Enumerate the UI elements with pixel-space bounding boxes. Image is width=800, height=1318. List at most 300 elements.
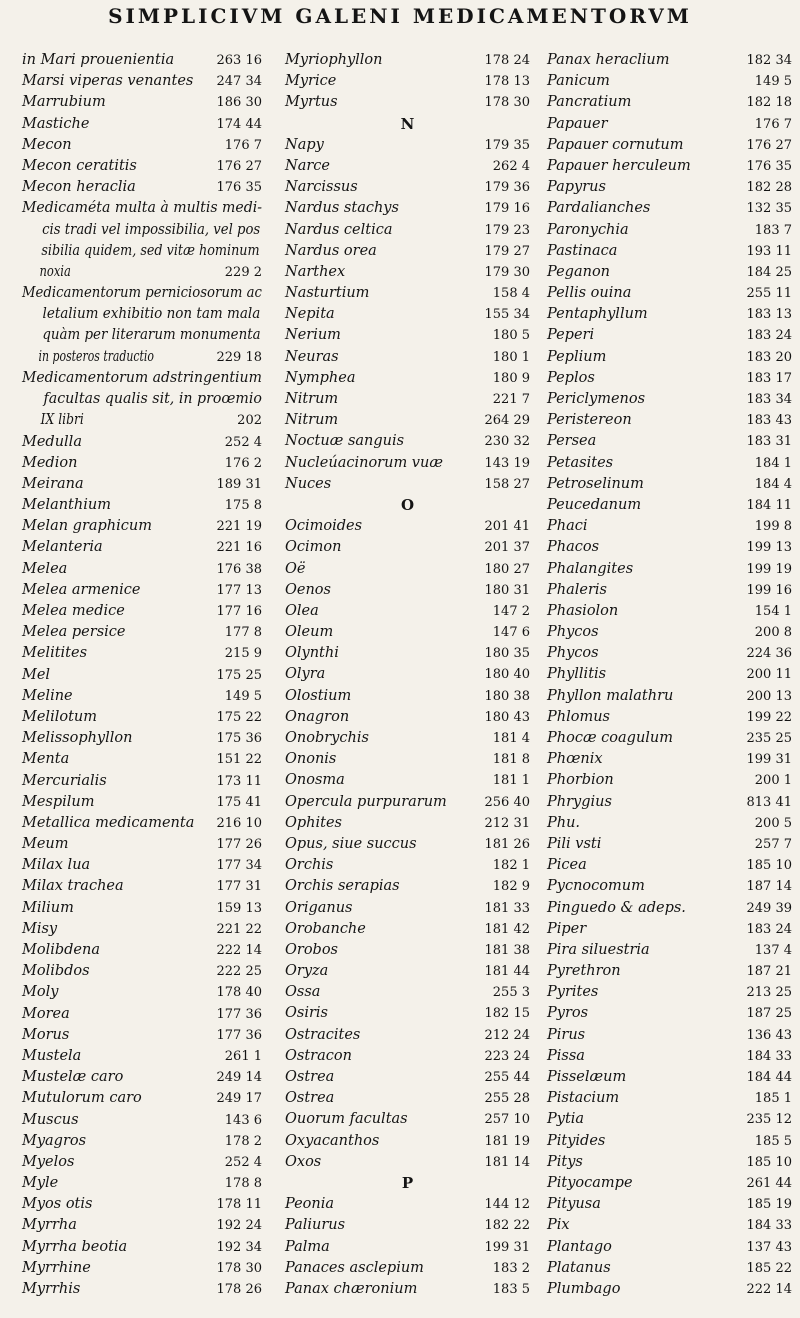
index-entry [547, 114, 792, 135]
entry-term: Phlomus [547, 708, 610, 725]
entry-term: Pyrethron [547, 963, 621, 980]
entry-page-ref: 132 35 [746, 201, 792, 217]
entry-term: Pastinaca [547, 242, 618, 259]
entry-term: Mercurialis [22, 772, 107, 789]
index-entry [22, 432, 262, 453]
entry-term: Panaces asclepium [285, 1259, 424, 1276]
entry-term: Pistacium [547, 1090, 620, 1107]
index-entry [22, 707, 262, 728]
index-entry [285, 707, 530, 728]
entry-term: Menta [22, 751, 70, 768]
entry-page-ref: 147 6 [492, 625, 530, 641]
index-entry [547, 1173, 792, 1194]
index-entry [22, 876, 262, 897]
index-entry [22, 92, 262, 113]
entry-page-ref: 176 35 [216, 180, 262, 196]
index-entry [285, 1067, 530, 1088]
index-entry [547, 1109, 792, 1130]
entry-term: Oleum [285, 624, 334, 641]
entry-page-ref: 180 9 [492, 370, 530, 386]
entry-term: Phyllon malathru [547, 687, 674, 704]
index-entry [285, 1046, 530, 1067]
index-entry [285, 1131, 530, 1152]
entry-page-ref: 181 4 [492, 731, 530, 746]
index-column-3 [547, 50, 792, 1300]
entry-term: Metallica medicamenta [22, 814, 195, 831]
entry-term: Morea [22, 1005, 70, 1022]
entry-page-ref: 180 43 [484, 709, 530, 725]
entry-term: Nepita [285, 306, 335, 323]
entry-page-ref: 176 7 [224, 137, 262, 153]
index-entry [22, 283, 262, 368]
entry-term: Nymphea [285, 369, 356, 386]
entry-page-ref: 252 4 [224, 434, 262, 450]
entry-term: Palma [285, 1238, 330, 1255]
entry-page-ref: 215 9 [224, 646, 262, 662]
section-letter: O [400, 495, 415, 514]
entry-term: Olostium [285, 687, 352, 704]
entry-page-ref: 255 3 [492, 985, 530, 1001]
index-entry [22, 177, 262, 198]
entry-term: Muscus [22, 1111, 79, 1128]
index-entry [22, 749, 262, 770]
entry-page-ref: 136 43 [746, 1027, 792, 1043]
entry-term: Paronychia [547, 221, 629, 238]
index-entry [22, 1067, 262, 1088]
entry-term: Myrice [285, 73, 337, 90]
entry-term: Phu. [547, 814, 581, 831]
index-entry [547, 1237, 792, 1258]
index-entry [285, 198, 530, 219]
index-entry [285, 876, 530, 897]
entry-page-ref: 229 18 [216, 349, 262, 365]
entry-page-ref: 200 5 [754, 815, 792, 831]
entry-page-ref: 183 2 [492, 1260, 530, 1276]
entry-page-ref: 186 30 [216, 95, 262, 111]
entry-term-line: cis tradi vel impossibilia, vel pos [42, 221, 261, 238]
entry-term: Milium [22, 899, 74, 916]
entry-term: Opercula purpurarum [285, 793, 447, 810]
entry-page-ref: 199 22 [746, 709, 792, 725]
entry-term: Papauer [547, 115, 608, 132]
entry-term: Nerium [285, 327, 341, 344]
entry-term: Melea persice [22, 624, 126, 641]
entry-term: Myrrhine [22, 1259, 91, 1276]
entry-term: Orchis serapias [285, 878, 400, 895]
index-entry [547, 410, 792, 431]
entry-page-ref: 199 13 [746, 540, 792, 556]
entry-term: Pisselæum [547, 1069, 627, 1085]
index-entry [547, 1067, 792, 1088]
entry-term: Pellis ouina [547, 285, 632, 302]
entry-page-ref: 176 38 [216, 561, 262, 577]
index-entry [547, 982, 792, 1003]
entry-term: Myos otis [22, 1196, 93, 1213]
entry-page-ref: 177 16 [216, 604, 262, 619]
index-entry [285, 389, 530, 410]
entry-page-ref: 176 27 [746, 137, 792, 153]
entry-page-ref: 177 36 [216, 1027, 262, 1043]
index-entry [22, 495, 262, 516]
entry-page-ref: 185 1 [754, 1091, 792, 1107]
entry-page-ref: 181 26 [484, 836, 530, 852]
index-entry [547, 919, 792, 940]
index-entry [547, 792, 792, 813]
index-entry [22, 813, 262, 834]
index-entry [547, 876, 792, 897]
entry-page-ref: 247 34 [216, 74, 262, 90]
entry-term [22, 368, 262, 432]
index-entry [22, 474, 262, 495]
entry-page-ref: 176 27 [216, 158, 262, 174]
entry-page-ref: 187 25 [746, 1006, 792, 1022]
entry-term: Nasturtium [285, 285, 370, 302]
entry-page-ref: 177 13 [216, 582, 262, 598]
entry-page-ref: 256 40 [484, 794, 530, 810]
entry-term: Napy [285, 136, 324, 153]
entry-term: Melitites [22, 645, 88, 662]
entry-term: Pitys [547, 1153, 583, 1170]
index-entry [285, 855, 530, 876]
entry-page-ref: 147 2 [492, 603, 530, 619]
index-entry [547, 92, 792, 113]
index-entry [547, 431, 792, 452]
index-entry [547, 1215, 792, 1236]
entry-term: Pancratium [547, 94, 632, 111]
index-entry [22, 114, 262, 135]
index-entry [285, 919, 530, 940]
index-entry [22, 50, 262, 71]
index-entry [285, 580, 530, 601]
index-entry [285, 262, 530, 283]
entry-term: Phaci [547, 518, 588, 535]
entry-term: Pira siluestria [547, 941, 650, 958]
index-entry [547, 1046, 792, 1067]
entry-term: Phacos [547, 539, 600, 556]
entry-page-ref: 221 19 [216, 519, 262, 535]
entry-page-ref: 181 8 [492, 752, 530, 768]
entry-term: Medion [22, 454, 78, 471]
entry-term: Meum [22, 836, 69, 853]
entry-term: in Mari prouenientia [22, 52, 175, 68]
entry-page-ref: 158 27 [484, 476, 530, 492]
index-entry [285, 50, 530, 71]
entry-page-ref: 174 44 [216, 116, 262, 132]
entry-page-ref: 182 9 [492, 879, 530, 895]
index-entry [22, 1152, 262, 1173]
index-entry [547, 71, 792, 92]
entry-term: Moly [22, 984, 59, 1001]
index-entry [285, 643, 530, 664]
index-entry [22, 580, 262, 601]
entry-page-ref: 813 41 [746, 794, 792, 810]
index-entry [547, 220, 792, 241]
entry-page-ref: 212 24 [484, 1027, 530, 1043]
entry-page-ref: 181 42 [484, 921, 530, 937]
entry-term: Ocimoides [285, 518, 363, 535]
entry-page-ref: 183 5 [492, 1281, 530, 1297]
index-entry [285, 1194, 530, 1215]
index-entry [547, 1131, 792, 1152]
index-entry [285, 1258, 530, 1279]
entry-term: Myelos [22, 1153, 75, 1170]
entry-page-ref: 183 31 [746, 434, 792, 450]
entry-page-ref: 143 6 [224, 1112, 262, 1128]
entry-page-ref: 184 25 [746, 264, 792, 280]
index-entry [22, 982, 262, 1003]
entry-page-ref: 178 13 [484, 74, 530, 90]
entry-page-ref: 199 31 [746, 752, 792, 768]
entry-term: Oenos [285, 581, 331, 598]
entry-page-ref: 149 5 [754, 74, 792, 90]
entry-term: Peplium [547, 348, 607, 365]
index-entry [22, 686, 262, 707]
entry-term-line: letalium exhibitio non tam mala [42, 306, 261, 323]
entry-term: Ostrea [285, 1069, 335, 1085]
entry-term: Pissa [547, 1047, 585, 1064]
entry-term: Phocæ coagulum [547, 730, 674, 746]
index-entry [22, 198, 262, 283]
entry-page-ref: 179 36 [484, 180, 530, 196]
entry-page-ref: 182 15 [484, 1006, 530, 1022]
entry-page-ref: 176 2 [224, 455, 262, 471]
entry-term: Milax trachea [22, 878, 124, 895]
entry-page-ref: 261 44 [746, 1175, 792, 1191]
index-entry [285, 304, 530, 325]
entry-page-ref: 200 8 [754, 625, 792, 641]
entry-term: Phycos [547, 624, 599, 641]
index-entry [285, 1279, 530, 1300]
entry-term: Phalangites [547, 560, 634, 577]
index-entry [547, 389, 792, 410]
index-entry [22, 537, 262, 558]
entry-page-ref: 184 44 [746, 1070, 792, 1085]
entry-term: Milax lua [22, 857, 91, 874]
entry-page-ref: 202 [237, 413, 262, 429]
index-entry [285, 537, 530, 558]
entry-term: Marrubium [22, 94, 106, 111]
entry-term: Peucedanum [547, 496, 642, 513]
index-entry [547, 325, 792, 346]
entry-term: Onobrychis [285, 730, 369, 746]
index-entry [22, 961, 262, 982]
entry-page-ref: 177 8 [224, 625, 262, 641]
index-entry [22, 728, 262, 749]
entry-page-ref: 200 11 [746, 667, 792, 683]
index-entry [547, 283, 792, 304]
entry-term: Peganon [547, 263, 611, 280]
index-entry [285, 1088, 530, 1109]
entry-term: Nitrum [285, 412, 339, 429]
index-entry [547, 707, 792, 728]
index-entry [285, 622, 530, 643]
entry-page-ref: 229 2 [224, 264, 262, 280]
entry-page-ref: 182 22 [484, 1218, 530, 1234]
index-entry [547, 198, 792, 219]
index-entry [547, 940, 792, 961]
entry-term: Myrrhis [22, 1281, 81, 1297]
entry-term: Misy [22, 920, 58, 937]
entry-term: Melan graphicum [22, 518, 152, 535]
index-entry [547, 1025, 792, 1046]
index-entry [285, 516, 530, 537]
index-entry [285, 1025, 530, 1046]
entry-page-ref: 262 4 [492, 158, 530, 174]
entry-term: Molibdena [22, 942, 100, 958]
index-entry [547, 728, 792, 749]
entry-term: Pix [547, 1217, 570, 1234]
index-entry [547, 537, 792, 558]
section-letter: P [401, 1173, 414, 1192]
entry-term: Molibdos [22, 963, 90, 980]
entry-term: Mecon ceratitis [22, 157, 137, 174]
entry-term: Neuras [285, 348, 339, 365]
entry-page-ref: 178 40 [216, 985, 262, 1001]
entry-page-ref: 255 28 [484, 1091, 530, 1107]
index-entry [22, 1046, 262, 1067]
entry-term: Ostracon [285, 1047, 352, 1064]
entry-page-ref: 192 34 [216, 1239, 262, 1255]
entry-term: Onagron [285, 708, 350, 725]
index-entry [285, 770, 530, 791]
entry-page-ref: 175 8 [224, 498, 262, 514]
entry-page-ref: 183 7 [754, 222, 792, 238]
index-entry [285, 940, 530, 961]
entry-page-ref: 159 13 [216, 900, 262, 916]
entry-page-ref: 185 19 [746, 1197, 792, 1213]
entry-term: Periclymenos [547, 391, 646, 407]
entry-term: Panicum [547, 73, 610, 90]
entry-term-line: noxia [39, 263, 71, 280]
index-entry [547, 304, 792, 325]
entry-term: Pili vsti [547, 835, 602, 852]
entry-term: Myrrha beotia [22, 1238, 128, 1255]
entry-page-ref: 185 22 [746, 1260, 792, 1276]
entry-page-ref: 187 14 [746, 879, 792, 895]
index-entry [285, 410, 530, 431]
entry-term: Mutulorum caro [22, 1090, 142, 1107]
entry-term: Meirana [22, 475, 84, 492]
entry-page-ref: 178 2 [224, 1133, 262, 1149]
index-entry [547, 50, 792, 71]
entry-page-ref: 182 1 [492, 858, 530, 874]
entry-page-ref: 201 41 [484, 519, 530, 535]
index-entry [22, 1194, 262, 1215]
entry-page-ref: 180 27 [484, 561, 530, 577]
entry-page-ref: 221 22 [216, 921, 262, 937]
index-entry [22, 559, 262, 580]
index-entry [547, 516, 792, 537]
index-entry [285, 71, 530, 92]
entry-page-ref: 255 11 [746, 286, 792, 302]
entry-term: Panax chæronium [285, 1280, 418, 1297]
index-entry [22, 453, 262, 474]
entry-term: Marsi viperas venantes [22, 73, 194, 90]
entry-term: Melea medice [22, 603, 125, 619]
entry-term: Myrtus [285, 94, 338, 111]
entry-term: Meline [22, 687, 73, 704]
entry-term: Panax heraclium [547, 52, 670, 68]
entry-page-ref: 175 22 [216, 709, 262, 725]
entry-term: Pirus [547, 1026, 586, 1043]
entry-page-ref: 183 24 [746, 921, 792, 937]
entry-term: Petroselinum [547, 475, 644, 492]
index-entry [22, 940, 262, 961]
index-entry [22, 771, 262, 792]
entry-page-ref: 179 27 [484, 243, 530, 259]
index-entry [547, 898, 792, 919]
index-entry [547, 347, 792, 368]
entry-term: Paliurus [285, 1217, 346, 1234]
entry-page-ref: 249 39 [746, 900, 792, 916]
entry-page-ref: 216 10 [216, 815, 262, 831]
entry-term: Olynthi [285, 645, 339, 662]
entry-page-ref: 179 16 [484, 201, 530, 217]
entry-term: Narce [285, 157, 330, 174]
entry-page-ref: 184 1 [754, 455, 792, 471]
entry-term: Myagros [22, 1132, 87, 1149]
entry-term: Pycnocomum [547, 878, 645, 895]
entry-term: Melilotum [22, 708, 97, 725]
entry-page-ref: 151 22 [216, 752, 262, 768]
entry-term: Persea [547, 433, 597, 450]
entry-page-ref: 177 36 [216, 1006, 262, 1022]
entry-term: Melanthium [22, 497, 111, 514]
entry-term: Papauer cornutum [547, 136, 684, 153]
index-entry [22, 516, 262, 537]
entry-page-ref: 257 7 [754, 836, 792, 852]
entry-term-line: quàm per literarum monumenta [42, 327, 261, 344]
entry-page-ref: 149 5 [224, 688, 262, 704]
entry-page-ref: 213 25 [746, 985, 792, 1001]
entry-term: Pinguedo & adeps. [547, 899, 686, 916]
entry-term: Ononis [285, 751, 337, 768]
index-entry [285, 982, 530, 1003]
index-entry [22, 1173, 262, 1194]
index-entry [547, 622, 792, 643]
index-entry [22, 1004, 262, 1025]
entry-term-line: facultas qualis sit, in proœmio [43, 391, 262, 408]
entry-page-ref: 223 24 [484, 1048, 530, 1064]
index-entry [547, 855, 792, 876]
index-entry [285, 347, 530, 368]
index-entry [285, 220, 530, 241]
entry-page-ref: 183 34 [746, 392, 792, 407]
index-column-1 [22, 50, 262, 1300]
entry-page-ref: 263 16 [216, 53, 262, 68]
entry-term: Onosma [285, 772, 345, 789]
entry-term: Pytia [547, 1111, 585, 1128]
entry-term: Nardus orea [285, 242, 377, 259]
index-entry [547, 601, 792, 622]
index-entry [22, 1088, 262, 1109]
entry-term: Mespilum [22, 793, 95, 810]
entry-page-ref: 175 41 [216, 794, 262, 810]
entry-page-ref: 221 7 [492, 392, 530, 407]
entry-page-ref: 180 31 [484, 582, 530, 598]
entry-term: Pardalianches [547, 200, 651, 217]
entry-term: Oryza [285, 963, 329, 980]
index-entry [22, 135, 262, 156]
entry-page-ref: 182 34 [746, 53, 792, 68]
index-entry [547, 1194, 792, 1215]
entry-page-ref: 179 30 [484, 264, 530, 280]
entry-page-ref: 178 30 [484, 95, 530, 111]
index-entry [547, 643, 792, 664]
entry-page-ref: 183 17 [746, 370, 792, 386]
entry-term-line: Medicamentorum perniciosorum ac [22, 285, 262, 302]
index-entry [285, 559, 530, 580]
